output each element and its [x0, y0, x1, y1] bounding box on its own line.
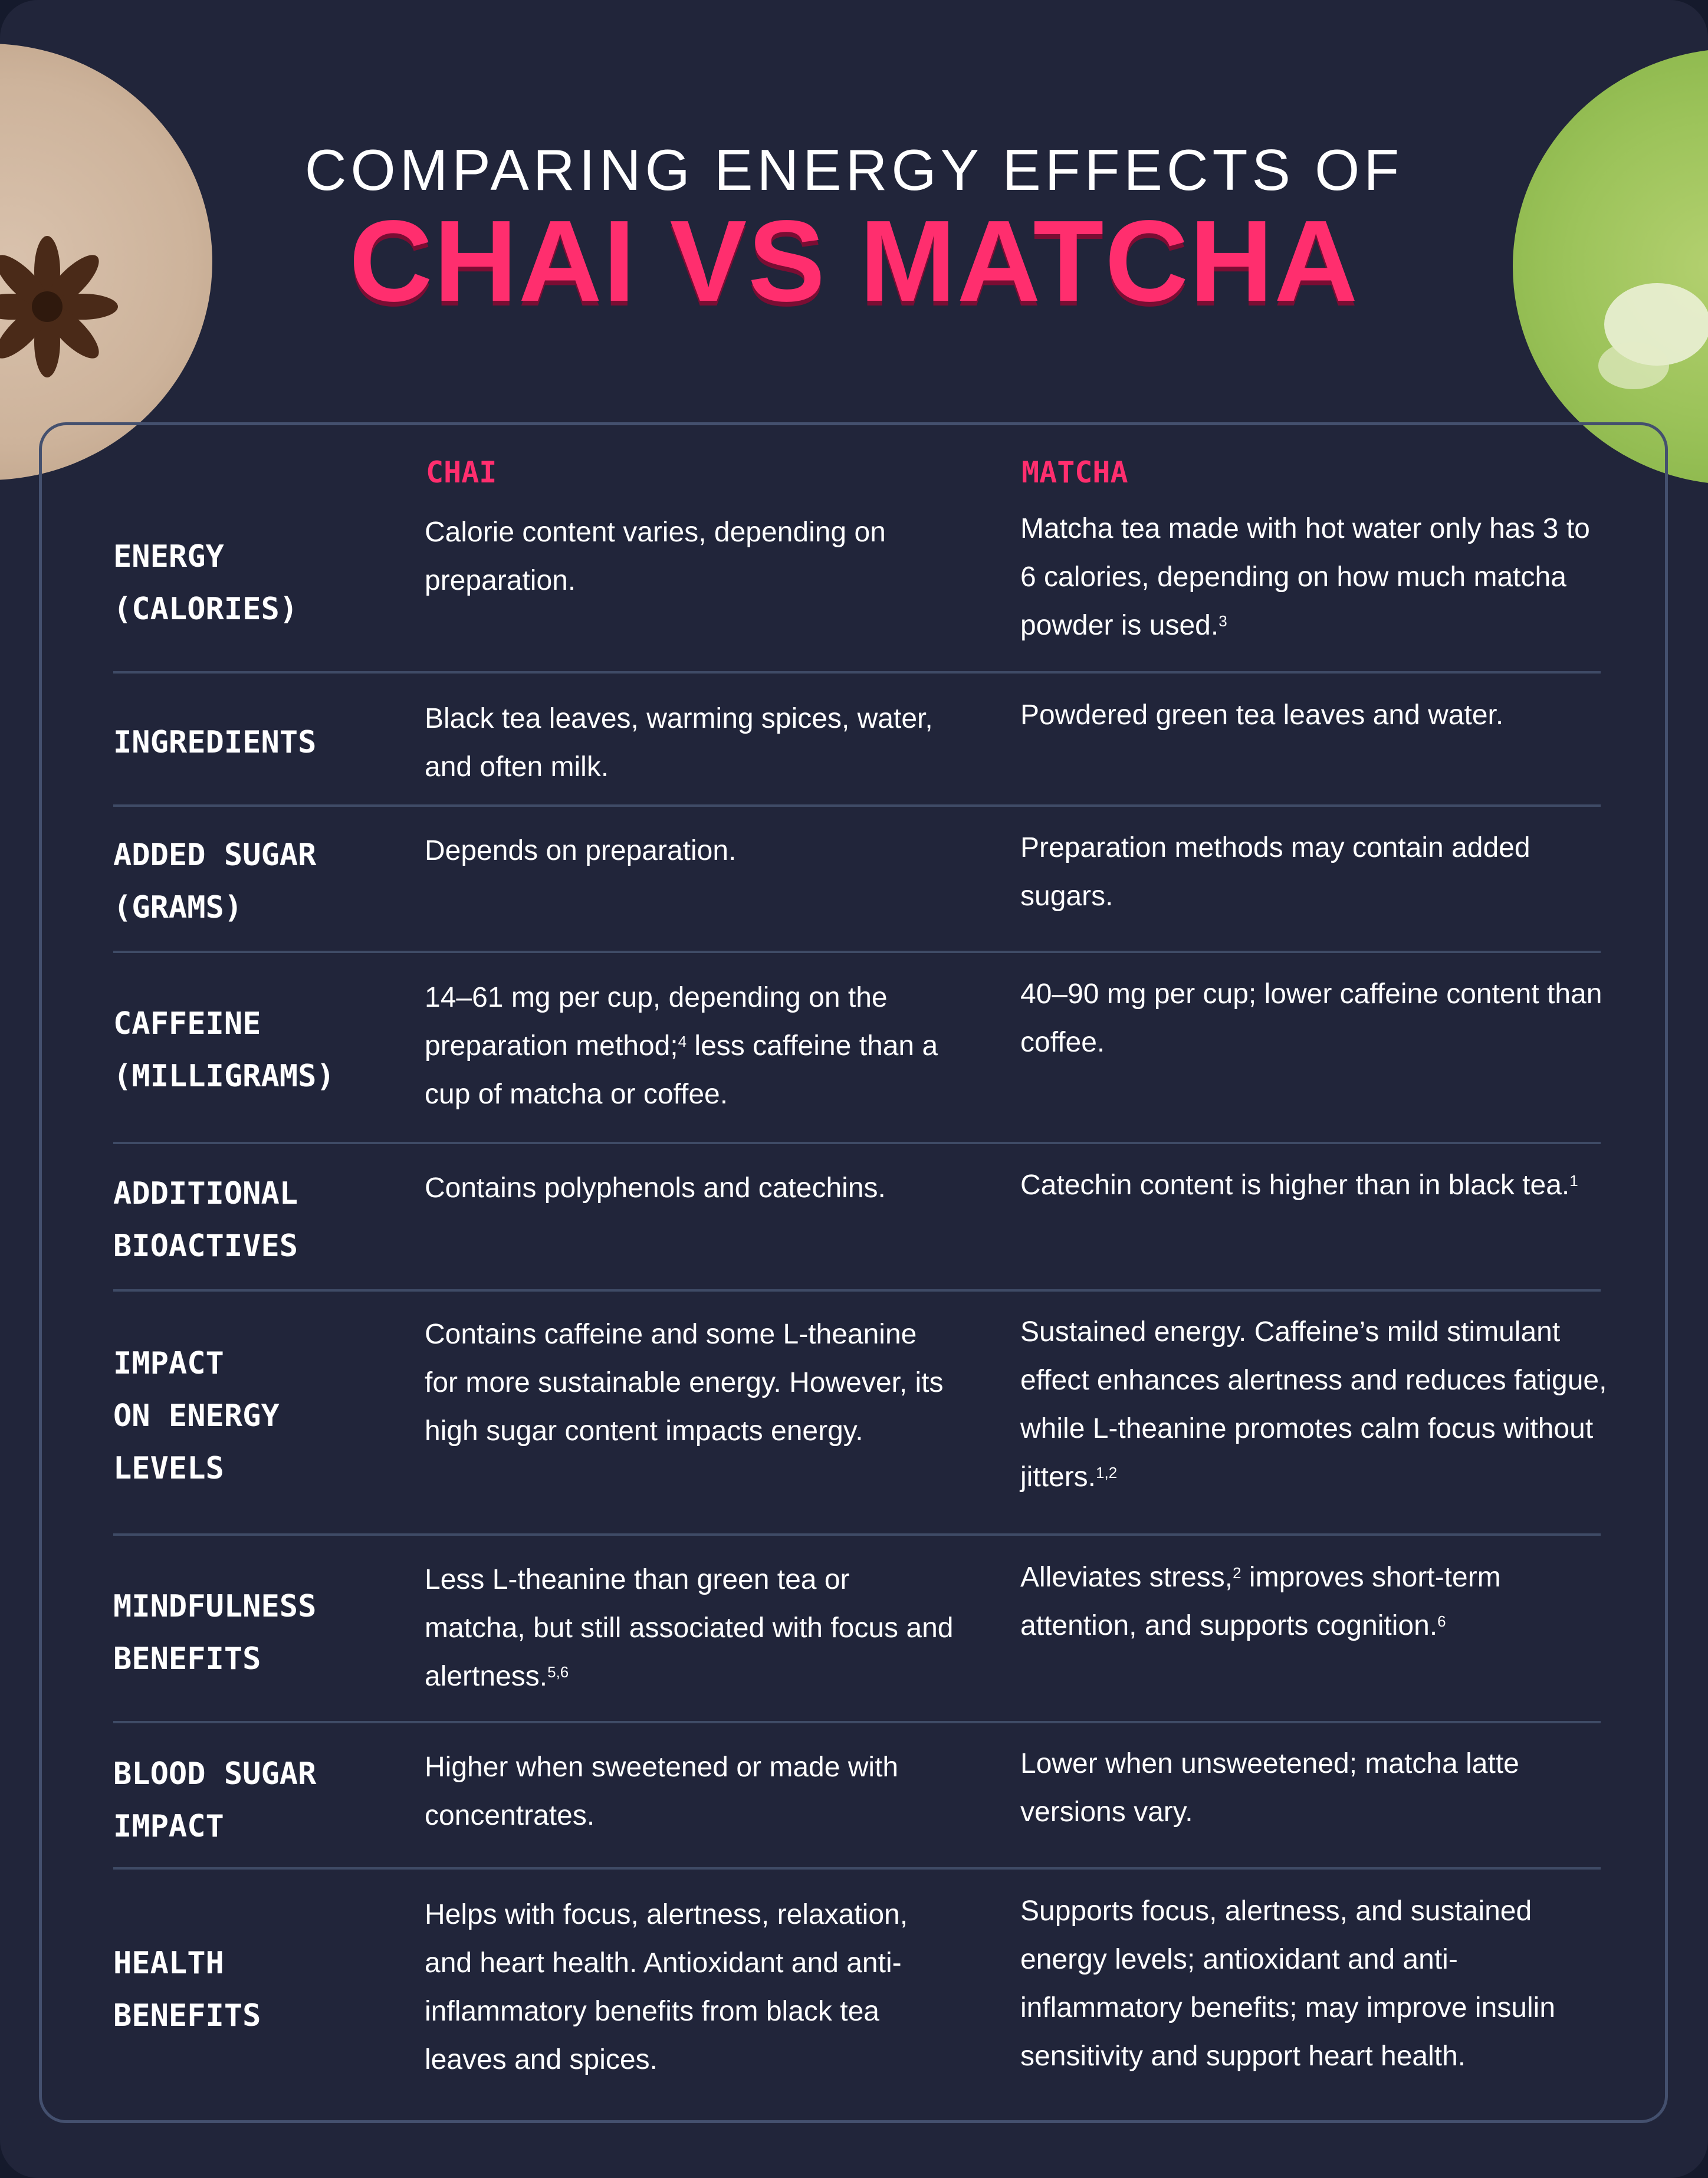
- row-label-blood-sugar: BLOOD SUGAR IMPACT: [113, 1756, 317, 1844]
- row-label-additional-bioactives: ADDITIONAL BIOACTIVES: [113, 1176, 298, 1264]
- matcha-mindfulness-text-a: Alleviates stress,: [1020, 1562, 1233, 1593]
- chai-added-sugar: Depends on preparation.: [425, 835, 737, 866]
- footnote-ref: 5,6: [547, 1663, 569, 1681]
- matcha-mindfulness: [1020, 1553, 1610, 1650]
- matcha-caffeine: 40–90 mg per cup; lower caffeine content than coffee.: [1020, 978, 1602, 1058]
- row-divider: [113, 1289, 1601, 1292]
- matcha-ingredients: Powdered green tea leaves and water.: [1020, 699, 1504, 731]
- matcha-added-sugar: Preparation methods may contain added sugars.: [1020, 832, 1530, 912]
- footnote-ref: 1: [1569, 1172, 1578, 1190]
- row-divider: [113, 804, 1601, 807]
- row-divider: [113, 1533, 1601, 1536]
- footnote-ref: 1,2: [1096, 1464, 1118, 1481]
- column-header-matcha: MATCHA: [1021, 455, 1128, 490]
- row-divider: [113, 951, 1601, 953]
- matcha-impact-energy-text: Sustained energy. Caffeine’s mild stimulant effect enhances alertness and reduces fatigue, while L-theanine promotes calm focus without jitters.: [1020, 1316, 1607, 1493]
- footnote-ref: 6: [1437, 1612, 1446, 1630]
- title-line-1: COMPARING ENERGY EFFECTS OF: [304, 137, 1404, 202]
- row-divider: [113, 671, 1601, 674]
- row-label-ingredients: INGREDIENTS: [113, 725, 317, 760]
- chai-energy: Calorie content varies, depending on preparation.: [425, 517, 886, 596]
- chai-bioactives: Contains polyphenols and catechins.: [425, 1172, 886, 1204]
- footnote-ref: 4: [678, 1033, 687, 1050]
- footnote-ref: 2: [1233, 1564, 1241, 1582]
- title-line-2: CHAI VS MATCHA: [349, 196, 1359, 326]
- chai-ingredients: Black tea leaves, warming spices, water, and often milk.: [425, 703, 933, 783]
- chai-impact-energy: Contains caffeine and some L-theanine for more sustainable energy. However, its high sugar content impacts energy.: [425, 1319, 944, 1447]
- row-divider: [113, 1142, 1601, 1144]
- matcha-bioactives: [1020, 1161, 1610, 1210]
- chai-mindfulness-text: Less L-theanine than green tea or matcha, but still associated with focus and alertness.: [425, 1564, 954, 1692]
- row-label-energy: ENERGY (CALORIES): [113, 539, 298, 627]
- matcha-health-benefits: Supports focus, alertness, and sustained energy levels; antioxidant and anti-inflammatory benefits; may improve insulin sensitivity and support heart health.: [1020, 1896, 1556, 2072]
- footnote-ref: 3: [1218, 612, 1227, 630]
- matcha-energy: [1020, 505, 1610, 650]
- chai-mindfulness: [425, 1556, 955, 1701]
- chai-caffeine-text-a: 14–61 mg per cup, depending on the preparation method;: [425, 982, 888, 1062]
- chai-blood-sugar: Higher when sweetened or made with concentrates.: [425, 1752, 899, 1831]
- row-label-added-sugar: ADDED SUGAR (GRAMS): [113, 837, 317, 925]
- matcha-energy-text: Matcha tea made with hot water only has 3 to 6 calories, depending on how much matcha powder is used.: [1020, 513, 1590, 641]
- row-divider: [113, 1721, 1601, 1723]
- row-divider: [113, 1867, 1601, 1870]
- matcha-impact-energy: [1020, 1308, 1610, 1502]
- row-label-mindfulness: MINDFULNESS BENEFITS: [113, 1589, 317, 1677]
- row-label-impact-on-energy: IMPACT ON ENERGY LEVELS: [113, 1346, 280, 1486]
- matcha-mindfulness-text-b: improves short-term attention, and supports cognition.: [1020, 1562, 1501, 1641]
- row-label-caffeine: CAFFEINE (MILLIGRAMS): [113, 1006, 335, 1094]
- chai-health-benefits: Helps with focus, alertness, relaxation, and heart health. Antioxidant and anti-inflammatory benefits from black tea leaves and spices.: [425, 1899, 908, 2075]
- column-header-chai: CHAI: [426, 455, 497, 490]
- matcha-blood-sugar: Lower when unsweetened; matcha latte versions vary.: [1020, 1748, 1519, 1828]
- chai-caffeine-text-b: less caffeine than a cup of matcha or coffee.: [425, 1030, 938, 1110]
- chai-caffeine: [425, 974, 955, 1119]
- matcha-bioactives-text: Catechin content is higher than in black tea.: [1020, 1170, 1570, 1201]
- row-label-health-benefits: HEALTH BENEFITS: [113, 1946, 261, 2034]
